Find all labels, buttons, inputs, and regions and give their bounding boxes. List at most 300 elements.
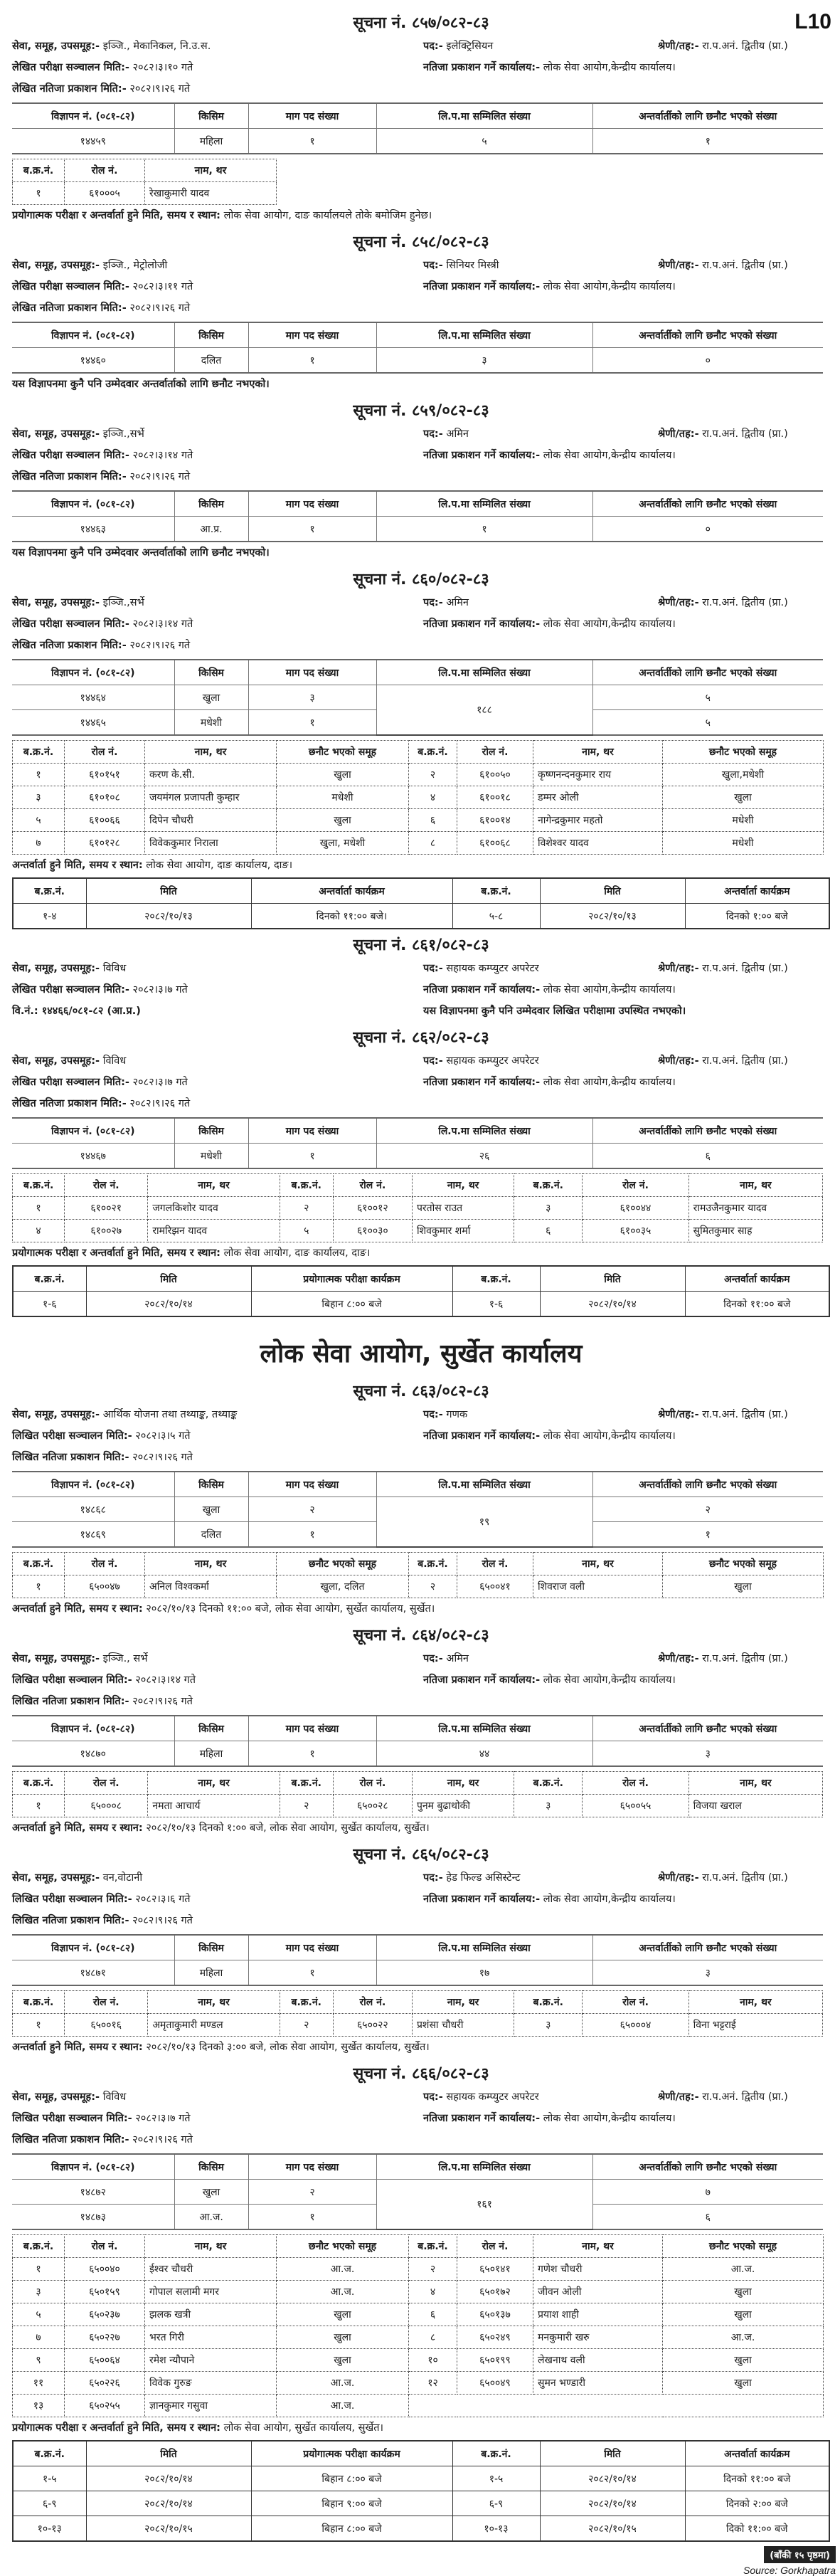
exam-date-label: लिखित परीक्षा सञ्चालन मिति:- [12,1674,132,1686]
candidate-name: रामउजैनकुमार यादव [689,1197,822,1220]
table-cell: मधेशी [663,832,824,855]
notice-note [12,1598,830,1620]
table-cell: ० [592,517,823,542]
column-header: मिति [540,878,685,904]
candidate-row [13,786,824,809]
table-cell: आ.ज. [663,2258,824,2281]
post-value: अमिन [446,428,469,440]
table-cell: दिनको २:०० बजे [685,2491,829,2516]
result-date-value: २०८२।९।२६ गते [129,1098,191,1109]
schedule-table [12,1265,830,1317]
column-header: माग पद संख्या [248,660,376,685]
meta-row [12,1072,830,1093]
table-cell: २६ [376,1144,592,1169]
service-group-label: सेवा, समूह, उपसमूह:- [12,963,100,974]
table-cell: आ.ज. [277,2372,409,2395]
table-cell: ३ [514,1197,583,1220]
meta-row [12,1691,830,1712]
table-cell: मधेशी [277,786,409,809]
table-cell: २०८२/१०/१४ [540,2466,685,2491]
table-cell: ६१००३५ [583,1220,689,1242]
column-header: नाम, थर [689,1772,822,1795]
candidate-row [13,1575,824,1598]
summary-table [12,490,823,542]
table-cell: दिको ११:०० बजे [685,2516,829,2542]
column-header: नाम, थर [145,159,277,182]
table-header-row [12,322,823,348]
column-header: माग पद संख्या [248,1935,376,1960]
post-value: अमिन [446,1653,469,1664]
service-group-value: विविध [102,2091,127,2103]
table-cell: खुला [277,2326,409,2349]
table-cell: ६५००२२ [333,2014,412,2037]
result-date-label: लेखित नतिजा प्रकाशन मिति:- [12,471,127,482]
column-header: रोल नं. [65,1553,145,1575]
candidate-name: भरत गिरी [145,2326,277,2349]
column-header: ब.क्र.नं. [452,2441,540,2466]
column-header: प्रयोगात्मक परीक्षा कार्यक्रम [251,2441,452,2466]
column-header: ब.क्र.नं. [13,1174,65,1197]
result-office [423,276,676,297]
schedule-row [13,904,829,929]
meta-row [12,276,830,297]
column-header: नाम, थर [145,2235,277,2258]
result-office-value: लोक सेवा आयोग,केन्द्रीय कार्यालय। [543,2113,676,2124]
class-level-value: रा.प.अनं. द्वितीय (प्रा.) [702,1409,788,1420]
column-header: विज्ञापन नं. (०८१-८२) [12,660,174,685]
table-row [12,1960,823,1986]
candidate-row [13,2258,824,2281]
table-cell: २०८२/१०/१३ [86,904,251,929]
table-header-row [12,2154,823,2180]
table-cell: ३ [514,2014,583,2037]
post [423,1648,658,1669]
table-cell: १ [376,517,592,542]
result-office-label: नतिजा प्रकाशन गर्ने कार्यालय:- [423,1430,541,1442]
column-header: रोल नं. [65,1174,148,1197]
service-group-value: इञ्जि., मेट्रोलोजी [102,260,168,271]
table-cell: ६५०२४९ [457,2326,533,2349]
table-cell: २०८२/१०/१५ [540,2516,685,2542]
candidate-row [13,2349,824,2372]
candidates-table [12,159,277,205]
exam-date-value: २०८२।३।१० गते [132,62,193,73]
table-cell: ६५००२८ [333,1795,412,1817]
table-row [12,1497,823,1522]
column-header: प्रयोगात्मक परीक्षा कार्यक्रम [251,1266,452,1292]
result-office-label: नतिजा प्रकाशन गर्ने कार्यालय:- [423,2113,541,2124]
schedule-row [13,2491,829,2516]
column-header: माग पद संख्या [248,2154,376,2180]
post [423,2086,658,2108]
column-header: अन्तर्वार्तीको लागि छनौट भएको संख्या [592,103,823,129]
candidate-row [13,1795,823,1817]
notice-title: सूचना नं. ८६५/०८२-८३ [353,1846,489,1864]
table-cell: खुला [663,786,824,809]
summary-table [12,1471,823,1548]
table-cell: ५ [280,1220,333,1242]
table-header-row [12,1472,823,1497]
table-cell: १४८६९ [12,1522,174,1548]
table-header-row [13,159,277,182]
column-header: मिति [540,2441,685,2466]
meta-row [12,57,830,78]
column-header: नाम, थर [533,1553,663,1575]
result-date [12,1093,423,1114]
meta-row [12,36,830,57]
meta-row [12,423,830,445]
table-cell: ५-८ [452,904,540,929]
exam-date [12,1425,423,1447]
column-header: ब.क्र.नं. [280,1174,333,1197]
service-group-label: सेवा, समूह, उपसमूह:- [12,597,100,608]
summary-table [12,659,823,736]
result-office [423,57,676,78]
column-header: माग पद संख्या [248,322,376,348]
class-level [658,958,830,979]
table-cell: ० [592,348,823,374]
table-cell: १४४६४ [12,685,174,710]
column-header: लि.प.मा सम्मिलित संख्या [376,322,592,348]
notice-title: सूचना नं. ८६३/०८२-८३ [353,1383,489,1400]
service-group [12,2086,423,2108]
table-header-row [12,1935,823,1960]
result-office-label: नतिजा प्रकाशन गर्ने कार्यालय:- [423,1894,541,1905]
column-header: नाम, थर [412,1772,514,1795]
column-header: लि.प.मा सम्मिलित संख्या [376,491,592,517]
table-cell: १४४५९ [12,129,174,154]
column-header: रोल नं. [457,741,533,764]
footer [0,2546,836,2576]
column-header: विज्ञापन नं. (०८१-८२) [12,1716,174,1741]
table-cell: ४ [409,2281,457,2303]
post-value: गणक [446,1409,468,1420]
candidate-row [13,2372,824,2395]
note-label: यस विज्ञापनमा कुनै पनि उम्मेदवार अन्तर्वार्ताको लागि छनौट नभएको। [12,547,270,559]
service-group [12,423,423,445]
result-date [12,1910,423,1931]
post-label: पद:- [423,428,443,440]
column-header: रोल नं. [583,1174,689,1197]
column-header: ब.क्र.नं. [13,159,65,182]
note-text: २०८२/१०/१३ दिनको ३:०० बजे, लोक सेवा आयोग, सुर्खेत कार्यालय, सुर्खेत। [142,2042,430,2053]
table-cell: १४४६५ [12,710,174,736]
notice [12,934,830,1022]
table-cell: ६५००४७ [65,1575,145,1598]
service-group-value: इञ्जि.,सर्भे [102,428,144,440]
post-label: पद:- [423,1653,443,1664]
result-date-label: लिखित नतिजा प्रकाशन मिति:- [12,1915,129,1926]
column-header: मिति [86,878,251,904]
candidate-name: शिवकुमार शर्मा [412,1220,514,1242]
table-cell: १४८६८ [12,1497,174,1522]
post-label: पद:- [423,41,443,52]
column-header: ब.क्र.नं. [280,1991,333,2014]
post-label: पद:- [423,2091,443,2103]
table-cell: खुला [277,2349,409,2372]
class-level-label: श्रेणी/तह:- [658,2091,699,2103]
table-cell: २०८२/१०/१४ [86,2491,251,2516]
class-level [658,36,830,57]
table-cell: दिनको ११:०० बजे [685,1292,829,1317]
exam-date-value: २०८२।३।१४ गते [135,1674,196,1686]
table-cell: ६ [514,1220,583,1242]
column-header: ब.क्र.नं. [13,2235,65,2258]
exam-date-value: २०८२।३।१४ गते [132,450,193,461]
class-level-value: रा.प.अनं. द्वितीय (प्रा.) [702,1872,788,1884]
class-level-label: श्रेणी/तह:- [658,1055,699,1067]
schedule-row [13,1292,829,1317]
class-level-value: रा.प.अनं. द्वितीय (प्रा.) [702,1653,788,1664]
candidate-name: गोपाल सलामी मगर [145,2281,277,2303]
table-cell: २ [280,1795,333,1817]
table-cell: ६१००१२ [333,1197,412,1220]
result-office-value: लोक सेवा आयोग,केन्द्रीय कार्यालय। [543,1077,676,1088]
schedule-row [13,2466,829,2491]
column-header: ब.क्र.नं. [280,1772,333,1795]
note-label: अन्तर्वार्ता हुने मिति, समय र स्थान: [12,860,143,871]
table-cell: ६५०२२७ [65,2326,145,2349]
column-header: लि.प.मा सम्मिलित संख्या [376,660,592,685]
table-cell: ६ [409,809,457,832]
notice-note [12,2417,830,2439]
column-header: अन्तर्वार्तीको लागि छनौट भएको संख्या [592,2154,823,2180]
table-cell: खुला, मधेशी [277,832,409,855]
column-header: ब.क्र.नं. [13,1991,65,2014]
table-cell: २ [409,2258,457,2281]
table-cell: १ [13,1575,65,1598]
summary-table [12,1715,823,1767]
column-header: रोल नं. [457,1553,533,1575]
table-cell: ६५०२२६ [65,2372,145,2395]
table-cell: महिला [174,1741,248,1767]
column-header: ब.क्र.नं. [409,1553,457,1575]
meta-row [12,1093,830,1114]
service-group-label: सेवा, समूह, उपसमूह:- [12,2091,100,2103]
result-date-value: २०८२।९।२६ गते [132,1915,193,1926]
candidate-name: दिपेन चौधरी [145,809,277,832]
table-row [12,517,823,542]
table-cell: १ [13,2014,65,2037]
result-office-value: लोक सेवा आयोग,केन्द्रीय कार्यालय। [543,281,676,292]
table-cell: १०-१३ [13,2516,86,2542]
column-header: माग पद संख्या [248,491,376,517]
post [423,423,658,445]
note-label: अन्तर्वार्ता हुने मिति, समय र स्थान: [12,1822,143,1834]
column-header: विज्ञापन नं. (०८१-८२) [12,322,174,348]
table-cell: १ [592,129,823,154]
class-level [658,592,830,613]
class-level [658,1404,830,1425]
column-header: नाम, थर [533,741,663,764]
service-group-value: वन,वोटानी [102,1872,143,1884]
column-header: ब.क्र.नं. [13,1553,65,1575]
candidate-row [13,1220,823,1242]
note-label: प्रयोगात्मक परीक्षा र अन्तर्वार्ता हुने मिति, समय र स्थान: [12,2422,220,2434]
column-header: ब.क्र.नं. [13,878,86,904]
column-header: नाम, थर [533,2235,663,2258]
column-header: छनौट भएको समूह [663,1553,824,1575]
column-header: नाम, थर [689,1174,822,1197]
column-header: किसिम [174,103,248,129]
class-level [658,1648,830,1669]
table-cell: ३ [592,1741,823,1767]
candidate-name: ईश्वर चौधरी [145,2258,277,2281]
table-cell: १३ [13,2395,65,2417]
table-cell: १ [248,1522,376,1548]
column-header: रोल नं. [333,1174,412,1197]
result-date-label: लेखित नतिजा प्रकाशन मिति:- [12,1098,127,1109]
meta-row [12,466,830,487]
column-header: विज्ञापन नं. (०८१-८२) [12,2154,174,2180]
table-cell: मधेशी [174,1144,248,1169]
candidate-row [13,2014,823,2037]
table-cell: ६१००५० [457,764,533,786]
class-level-value: रा.प.अनं. द्वितीय (प्रा.) [702,2091,788,2103]
candidate-name: रेखाकुमारी यादव [145,182,277,205]
post [423,1050,658,1072]
note-text: लोक सेवा आयोग, दाङ कार्यालय, दाङ। [142,860,293,871]
result-office-value: लोक सेवा आयोग,केन्द्रीय कार्यालय। [543,62,676,73]
table-cell: खुला [277,809,409,832]
column-header: अन्तर्वार्ता कार्यक्रम [685,878,829,904]
notice [12,1333,830,1620]
candidate-name: जगलकिशोर यादव [148,1197,280,1220]
notice-title: सूचना नं. ८६६/०८२-८३ [353,2065,489,2083]
table-cell: ६५००४९ [457,2372,533,2395]
column-header: रोल नं. [65,2235,145,2258]
candidates-table [12,1990,823,2037]
summary-table [12,102,823,154]
table-cell: खुला [174,1497,248,1522]
note-text: लोक सेवा आयोग, दाङ कार्यालयले तोके बमोजिम हुनेछ। [220,210,432,221]
candidates-table [12,1552,824,1598]
result-office-label: नतिजा प्रकाशन गर्ने कार्यालय:- [423,1674,541,1686]
class-level-label: श्रेणी/तह:- [658,260,699,271]
meta-row [12,1867,830,1889]
post [423,255,658,276]
class-level-value: रा.प.अनं. द्वितीय (प्रा.) [702,963,788,974]
table-header-row [13,1991,823,2014]
column-header: किसिम [174,491,248,517]
result-office-label: नतिजा प्रकाशन गर्ने कार्यालय:- [423,984,541,996]
advertisement-ref: वि.नं.: १४४६६/०८१-८२ (आ.प्र.) [12,1005,141,1017]
candidate-name: विशेश्वर यादव [533,832,663,855]
candidate-row [13,182,277,205]
post-label: पद:- [423,1409,443,1420]
exam-date [12,57,423,78]
exam-date-label: लेखित परीक्षा सञ्चालन मिति:- [12,281,129,292]
column-header: ब.क्र.नं. [452,878,540,904]
candidate-name: विवेक गुरुङ [145,2372,277,2395]
column-header: किसिम [174,660,248,685]
post [423,1867,658,1889]
meta-row [12,592,830,613]
exam-date-value: २०८२।३।७ गते [132,1077,188,1088]
candidate-row [13,2281,824,2303]
result-office [423,1669,676,1691]
table-cell: ६१००६६ [65,809,145,832]
service-group [12,1050,423,1072]
table-cell: ६ [409,2303,457,2326]
table-cell: ६ [592,2205,823,2230]
table-cell: १ [248,348,376,374]
class-level [658,1867,830,1889]
result-date [12,297,423,319]
candidate-name: रामरिझन यादव [148,1220,280,1242]
service-group-label: सेवा, समूह, उपसमूह:- [12,1872,100,1884]
table-cell: खुला [174,685,248,710]
exam-date-value: २०८२।३।६ गते [135,1894,191,1905]
exam-date-label: लेखित परीक्षा सञ्चालन मिति:- [12,984,129,996]
table-row [12,685,823,710]
column-header: नाम, थर [145,1553,277,1575]
column-header: रोल नं. [583,1772,689,1795]
table-cell: १ [13,1795,65,1817]
column-header: ब.क्र.नं. [514,1772,583,1795]
table-header-row [13,1266,829,1292]
table-cell: १० [409,2349,457,2372]
summary-table [12,322,823,374]
office-heading: लोक सेवा आयोग, सुर्खेत कार्यालय [260,1339,583,1368]
table-cell: बिहान ९:०० बजे [251,2491,452,2516]
service-group-value: विविध [102,1055,127,1067]
column-header: अन्तर्वार्तीको लागि छनौट भएको संख्या [592,491,823,517]
service-group-value: विविध [102,963,127,974]
table-cell: १-६ [13,1292,86,1317]
table-cell: ६१०१५१ [65,764,145,786]
exam-date-label: लेखित परीक्षा सञ्चालन मिति:- [12,450,129,461]
table-cell: १ [13,1197,65,1220]
table-cell: बिहान ८:०० बजे [251,1292,452,1317]
meta-row [12,1648,830,1669]
class-level-value: रा.प.अनं. द्वितीय (प्रा.) [702,597,788,608]
note-label: अन्तर्वार्ता हुने मिति, समय र स्थान: [12,2042,143,2053]
schedule-row [13,2516,829,2542]
table-cell: ४ [13,1220,65,1242]
exam-date [12,1669,423,1691]
note-label: प्रयोगात्मक परीक्षा र अन्तर्वार्ता हुने मिति, समय र स्थान: [12,1247,220,1259]
service-group-label: सेवा, समूह, उपसमूह:- [12,428,100,440]
column-header: छनौट भएको समूह [663,2235,824,2258]
notice-title: सूचना नं. ८५९/०८२-८३ [353,402,489,420]
column-header: छनौट भएको समूह [277,1553,409,1575]
column-header: छनौट भएको समूह [277,741,409,764]
table-header-row [13,1553,824,1575]
table-cell: ६-९ [452,2491,540,2516]
table-cell: आ.ज. [277,2258,409,2281]
class-level [658,2086,830,2108]
result-office-value: लोक सेवा आयोग,केन्द्रीय कार्यालय। [543,618,676,630]
service-group-label: सेवा, समूह, उपसमूह:- [12,1653,100,1664]
candidate-name: सुमितकुमार साह [689,1220,822,1242]
table-header-row [13,2441,829,2466]
table-cell: २ [280,2014,333,2037]
column-header: नाम, थर [148,1991,280,2014]
candidate-name: पुनम बुढाथोकी [412,1795,514,1817]
table-cell: १ [592,1522,823,1548]
candidate-name: ज्ञानकुमार गसुवा [145,2395,277,2417]
post-value: सहायक कम्प्युटर अपरेटर [446,2091,539,2103]
result-office [423,2108,676,2129]
table-cell: आ.ज. [277,2281,409,2303]
column-header: विज्ञापन नं. (०८१-८२) [12,103,174,129]
table-cell: २०८२/१०/१५ [86,2516,251,2542]
candidates-table [12,740,824,855]
class-level-label: श्रेणी/तह:- [658,428,699,440]
candidate-row [13,764,824,786]
table-cell: ५ [592,710,823,736]
